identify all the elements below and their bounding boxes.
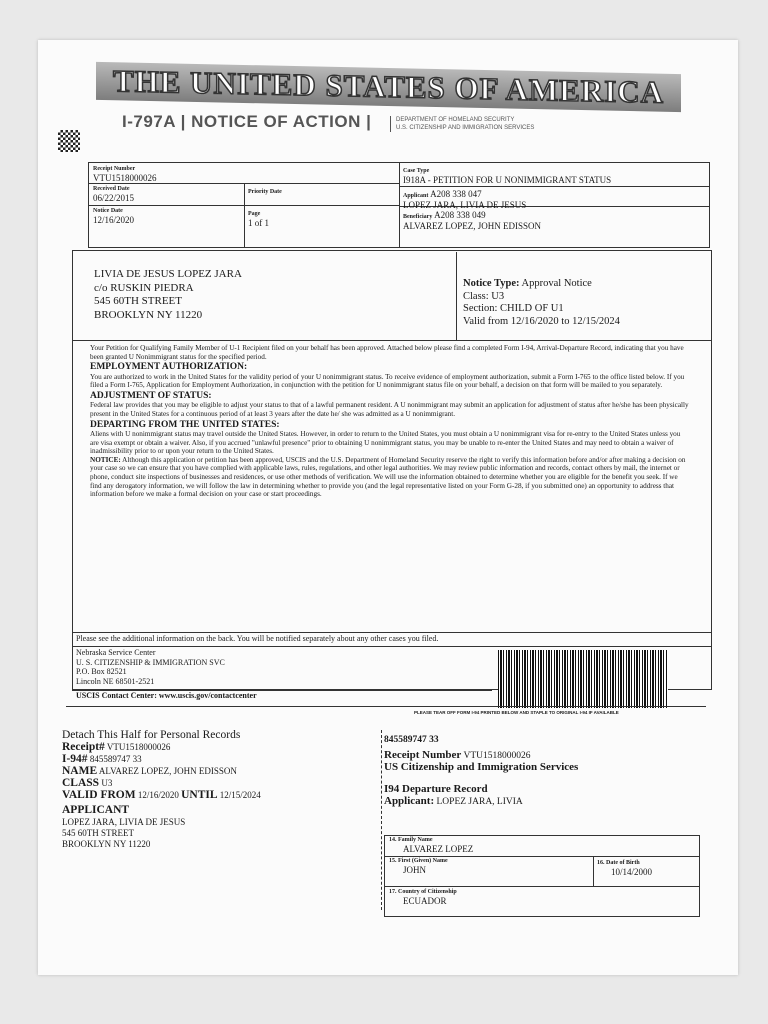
document-page	[38, 40, 738, 975]
banner-text: THE UNITED STATES OF AMERICA	[112, 63, 665, 110]
notice-text	[90, 344, 690, 499]
tear-off-note: PLEASE TEAR OFF FORM I-94 PRINTED BELOW AND STAPLE TO ORIGINAL I-94 IF AVAILABLE	[414, 710, 619, 715]
departing-paragraph: Aliens with U nonimmigrant status may travel outside the United States. However, in order to return to the United States, you must obtain a U nonimmigrant visa for re-entry to the United States unless you are visa exempt or obtain a waiver. Also, if you accrued "unlawful presence" prior to obtaining U nonimmigrant status, you may be unable to re-enter the United States and may need to obtain a waiver of inadmissibility prior to or upon your return to the United States.	[90, 430, 681, 456]
intro-paragraph: Your Petition for Qualifying Family Member of U-1 Recipient filed on your behalf has been approved. Attached below please find a completed Form I-94, Arrival-Departure Record, indicating that you have been granted U Nonimmigrant status for the specified period.	[90, 344, 684, 361]
adjustment-heading: ADJUSTMENT OF STATUS:	[90, 390, 212, 401]
barcode-icon	[498, 650, 668, 708]
given-name-field: 15. First (Given) Name JOHN	[389, 858, 448, 875]
notice-type-value: Approval Notice	[521, 278, 592, 289]
address-line-3: 545 60TH STREET	[94, 295, 182, 307]
employment-paragraph: You are authorized to work in the United States for the validity period of your U nonimmigrant status. To receive evidence of employment authorization, submit a Form I-765 to the office listed below. If you filed a Form I-765, Application for Employment Authorization, in conjunction with the petition for U nonimmigrant status file on your behalf, a decision on that form will be mailed to you separately.	[90, 372, 685, 390]
notice-paragraph: NOTICE: Although this application or petition has been approved, USCIS and the U.S. Department of Homeland Security reserve the right to verify this information before and/or after making a decision on your case so we can ensure that you have complied with applicable laws, rules, regulations, and other legal authorities. We may review public information and records, contact others by mail, the internet or phone, conduct site inspections of businesses and residences, or use other methods of verification. We will use the information obtained to determine whether you are eligible for the benefit you seek. If we find any derogatory information, we will follow the law in determining whether to provide you (and the legal representative listed on your Form G-28, if you submitted one) an opportunity to address that information before we make a formal decision on your case or start proceedings.	[90, 455, 686, 499]
notice-type-label: Notice Type:	[463, 278, 520, 289]
address-line-2: c/o RUSKIN PIEDRA	[94, 281, 194, 294]
priority-date-cell: Priority Date	[248, 189, 282, 195]
contact-center[interactable]: USCIS Contact Center: www.uscis.gov/contactcenter	[76, 691, 257, 700]
date-of-birth-field: 16. Date of Birth 10/14/2000	[597, 860, 653, 877]
dept-line-1: DEPARTMENT OF HOMELAND SECURITY	[396, 117, 515, 123]
notice-section: Section: CHILD OF U1	[463, 303, 564, 314]
form-title: I-797A | NOTICE OF ACTION |	[122, 112, 372, 131]
mailing-address	[94, 268, 242, 322]
i94-section: 845589747 33 Receipt Number VTU1518000026 US Citizenship and Immigration Services I94 Departure Record Applicant: LOPEZ JARA, LIVIA	[384, 735, 744, 807]
receipt-number-cell: Receipt Number VTU1518000026	[93, 166, 157, 183]
notice-class: Class: U3	[463, 290, 505, 302]
detach-section: Detach This Half for Personal Records Receipt# VTU1518000026 I-94# 845589747 33 NAME ALVAREZ LOPEZ, JOHN EDISSON CLASS U3 VALID FROM 12/16/2020 UNTIL 12/15/2024 APPLICANT LOPEZ JARA, LIVIA DE JESUS 545 60TH STREET BROOKLYN NY 11220	[62, 730, 392, 850]
service-center-address: Nebraska Service Center U. S. CITIZENSHIP & IMMIGRATION SVC P.O. Box 82521 Lincoln NE 68501-2521	[76, 648, 225, 686]
citizenship-field: 17. Country of Citizenship ECUADOR	[389, 889, 457, 906]
i94-agency: US Citizenship and Immigration Services	[384, 761, 579, 773]
case-info-box	[88, 162, 710, 248]
header-banner	[96, 62, 681, 112]
address-line-4: BROOKLYN NY 11220	[94, 308, 203, 321]
notice-valid: Valid from 12/16/2020 to 12/15/2024	[463, 315, 620, 327]
department-label	[390, 116, 534, 132]
case-type-cell: Case Type I918A - PETITION FOR U NONIMMIGRANT STATUS	[403, 168, 612, 185]
address-line-1: LIVIA DE JESUS LOPEZ JARA	[94, 268, 242, 280]
notice-summary	[463, 278, 620, 328]
adjustment-paragraph: Federal law provides that you may be eligible to adjust your status to that of a lawful permanent resident. A U nonimmigrant may submit an application for adjustment of status after he/she has been physically present in the United States for a continuous period of at least 3 years after the date he/ she was admitted as a U nonimmigrant.	[90, 401, 689, 418]
qr-code-icon	[58, 130, 80, 152]
i94-number: 845589747 33	[384, 735, 439, 745]
notice-date-cell: Notice Date 12/16/2020	[93, 208, 135, 225]
received-date-cell: Received Date 06/22/2015	[93, 186, 135, 203]
page-cell: Page 1 of 1	[248, 211, 269, 228]
additional-info: Please see the additional information on the back. You will be notified separately about any other cases you filed.	[76, 634, 439, 643]
applicant-cell: Applicant A208 338 047 LOPEZ JARA, LIVIA DE JESUS	[403, 189, 527, 210]
i94-record-title: I94 Departure Record	[384, 783, 488, 795]
detach-title: Detach This Half for Personal Records	[62, 729, 241, 741]
employment-heading: EMPLOYMENT AUTHORIZATION:	[90, 362, 248, 373]
beneficiary-cell: Beneficiary A208 338 049 ALVAREZ LOPEZ, JOHN EDISSON	[403, 210, 542, 231]
family-name-field: 14. Family Name ALVAREZ LOPEZ	[389, 837, 474, 854]
departing-heading: DEPARTING FROM THE UNITED STATES:	[90, 419, 280, 430]
i94-fields	[384, 835, 700, 917]
dept-line-2: U.S. CITIZENSHIP AND IMMIGRATION SERVICES	[396, 125, 535, 131]
